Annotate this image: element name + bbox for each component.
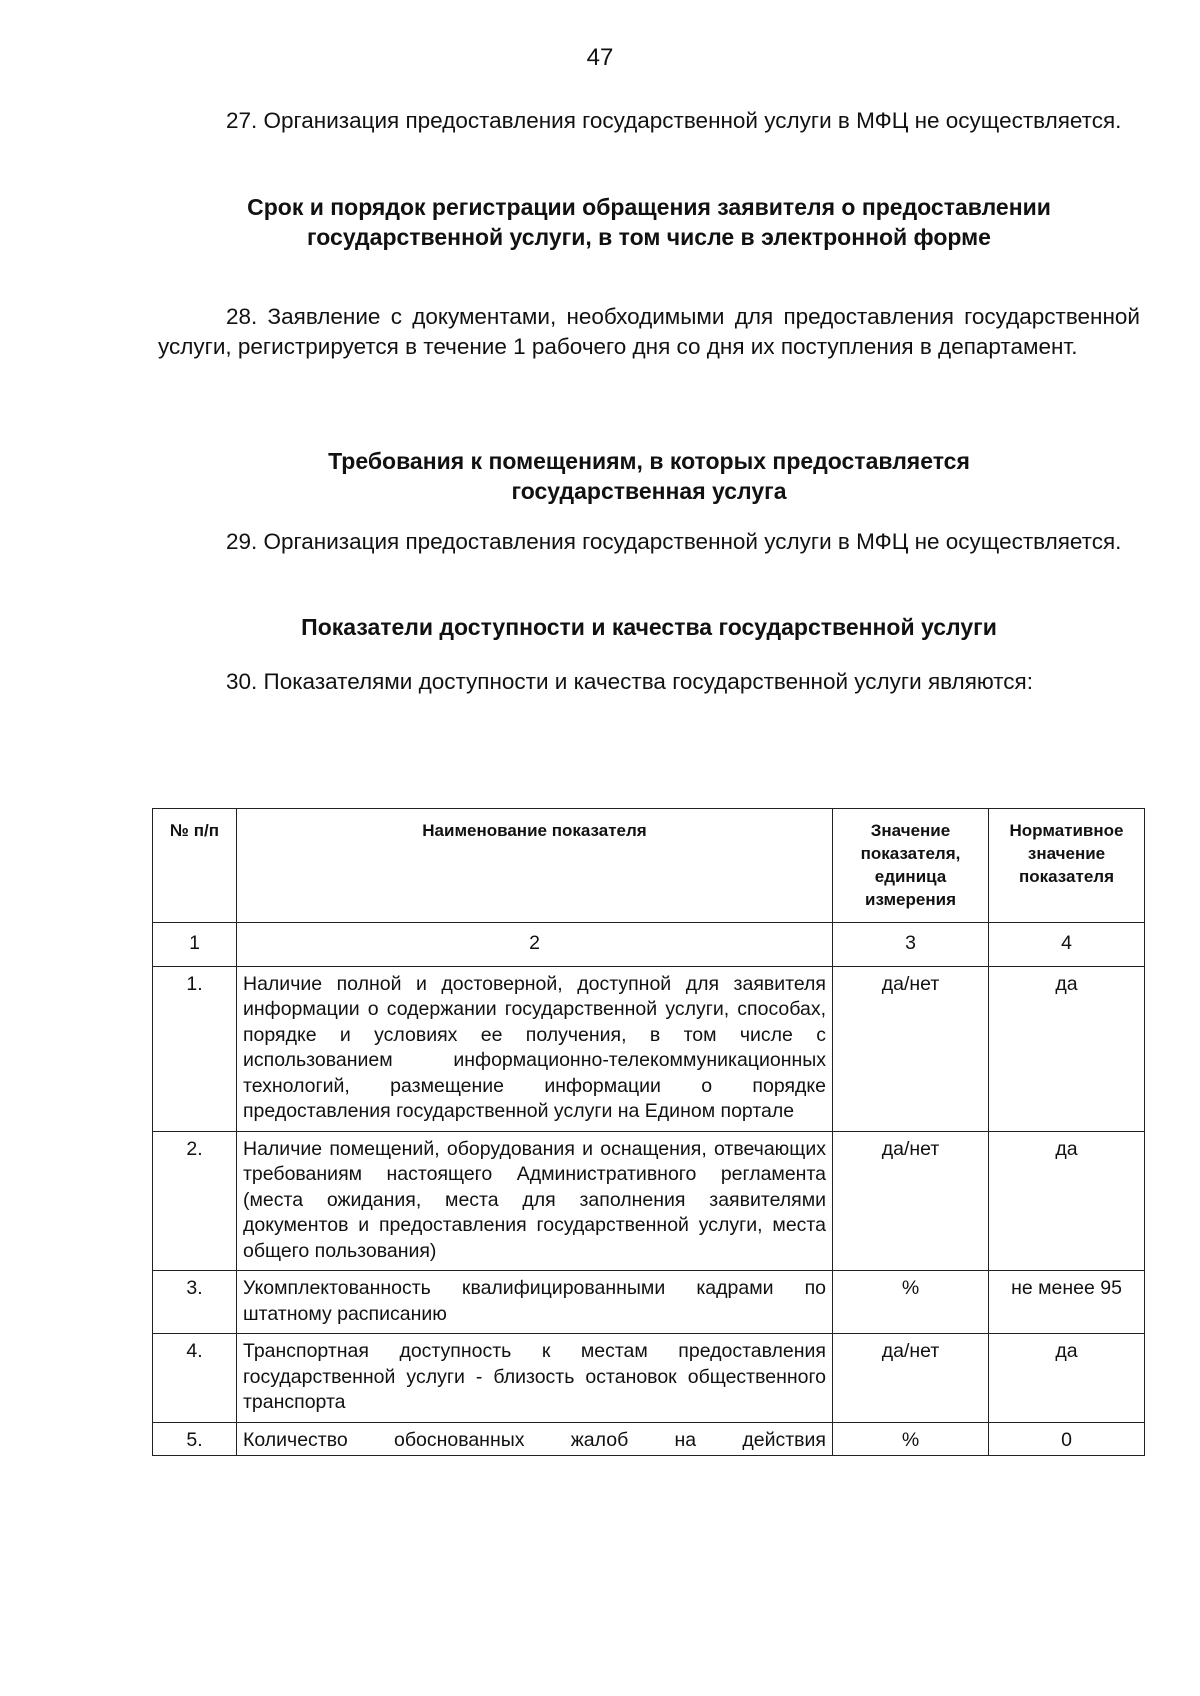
table-header-row bbox=[153, 809, 1145, 923]
indicator-name: Укомплектованность квалифицированными кадрами по штатному расписанию bbox=[237, 1271, 833, 1334]
indicator-name: Наличие помещений, оборудования и оснащения, отвечающих требованиям настоящего Административного регламента (места ожидания, места для заполнения заявителями документов и предоставления государственной услуги, места общего пользования) bbox=[237, 1131, 833, 1271]
indicators-table bbox=[152, 808, 1145, 1456]
paragraph-30: 30. Показателями доступности и качества государственной услуги являются: bbox=[226, 669, 1033, 694]
table-row bbox=[153, 966, 1145, 1131]
paragraph-29: 29. Организация предоставления государственной услуги в МФЦ не осуществляется. bbox=[226, 529, 1122, 554]
row-number: 1. bbox=[153, 966, 237, 1131]
indicator-norm: 0 bbox=[989, 1422, 1145, 1456]
header-value: Значение показателя, единица измерения bbox=[833, 809, 989, 923]
indicator-value: да/нет bbox=[833, 1131, 989, 1271]
indicator-norm: да bbox=[989, 966, 1145, 1131]
indicator-value: % bbox=[833, 1271, 989, 1334]
header-name: Наименование показателя bbox=[237, 809, 833, 923]
column-number: 1 bbox=[153, 923, 237, 967]
indicator-norm: не менее 95 bbox=[989, 1271, 1145, 1334]
header-norm: Нормативное значение показателя bbox=[989, 809, 1145, 923]
indicator-value: да/нет bbox=[833, 1334, 989, 1423]
indicator-name: Транспортная доступность к местам предоставления государственной услуги - близость остановок общественного транспорта bbox=[237, 1334, 833, 1423]
row-number: 5. bbox=[153, 1422, 237, 1456]
header-num: № п/п bbox=[153, 809, 237, 923]
heading-registration-term: Срок и порядок регистрации обращения заявителя о предоставлении государственной услуги, в том числе в электронной форме bbox=[247, 194, 1051, 250]
row-number: 4. bbox=[153, 1334, 237, 1423]
column-number: 2 bbox=[237, 923, 833, 967]
row-number: 2. bbox=[153, 1131, 237, 1271]
heading-quality-indicators: Показатели доступности и качества государственной услуги bbox=[301, 614, 997, 640]
indicator-value: % bbox=[833, 1422, 989, 1456]
indicator-value: да/нет bbox=[833, 966, 989, 1131]
indicator-name: Наличие полной и достоверной, доступной для заявителя информации о содержании государственной услуги, способах, порядке и условиях ее получения, в том числе с использованием информационно-телекоммуникационных технологий, размещение информации о порядке предоставления государственной услуги на Едином портале bbox=[237, 966, 833, 1131]
row-number: 3. bbox=[153, 1271, 237, 1334]
table-row bbox=[153, 1334, 1145, 1423]
indicator-norm: да bbox=[989, 1334, 1145, 1423]
table-row bbox=[153, 1422, 1145, 1456]
column-number: 3 bbox=[833, 923, 989, 967]
paragraph-27: 27. Организация предоставления государственной услуги в МФЦ не осуществляется. bbox=[226, 108, 1122, 133]
page-number: 47 bbox=[586, 44, 614, 71]
indicator-norm: да bbox=[989, 1131, 1145, 1271]
table-row bbox=[153, 1271, 1145, 1334]
heading-premises-requirements: Требования к помещениям, в которых предоставляется государственная услуга bbox=[328, 448, 970, 504]
column-number: 4 bbox=[989, 923, 1145, 967]
table-row bbox=[153, 1131, 1145, 1271]
paragraph-28: 28. Заявление с документами, необходимыми для предоставления государственной услуги, регистрируется в течение 1 рабочего дня со дня их поступления в департамент. bbox=[158, 304, 1140, 359]
column-number-row bbox=[153, 923, 1145, 967]
indicator-name: Количество обоснованных жалоб на действия bbox=[237, 1422, 833, 1456]
